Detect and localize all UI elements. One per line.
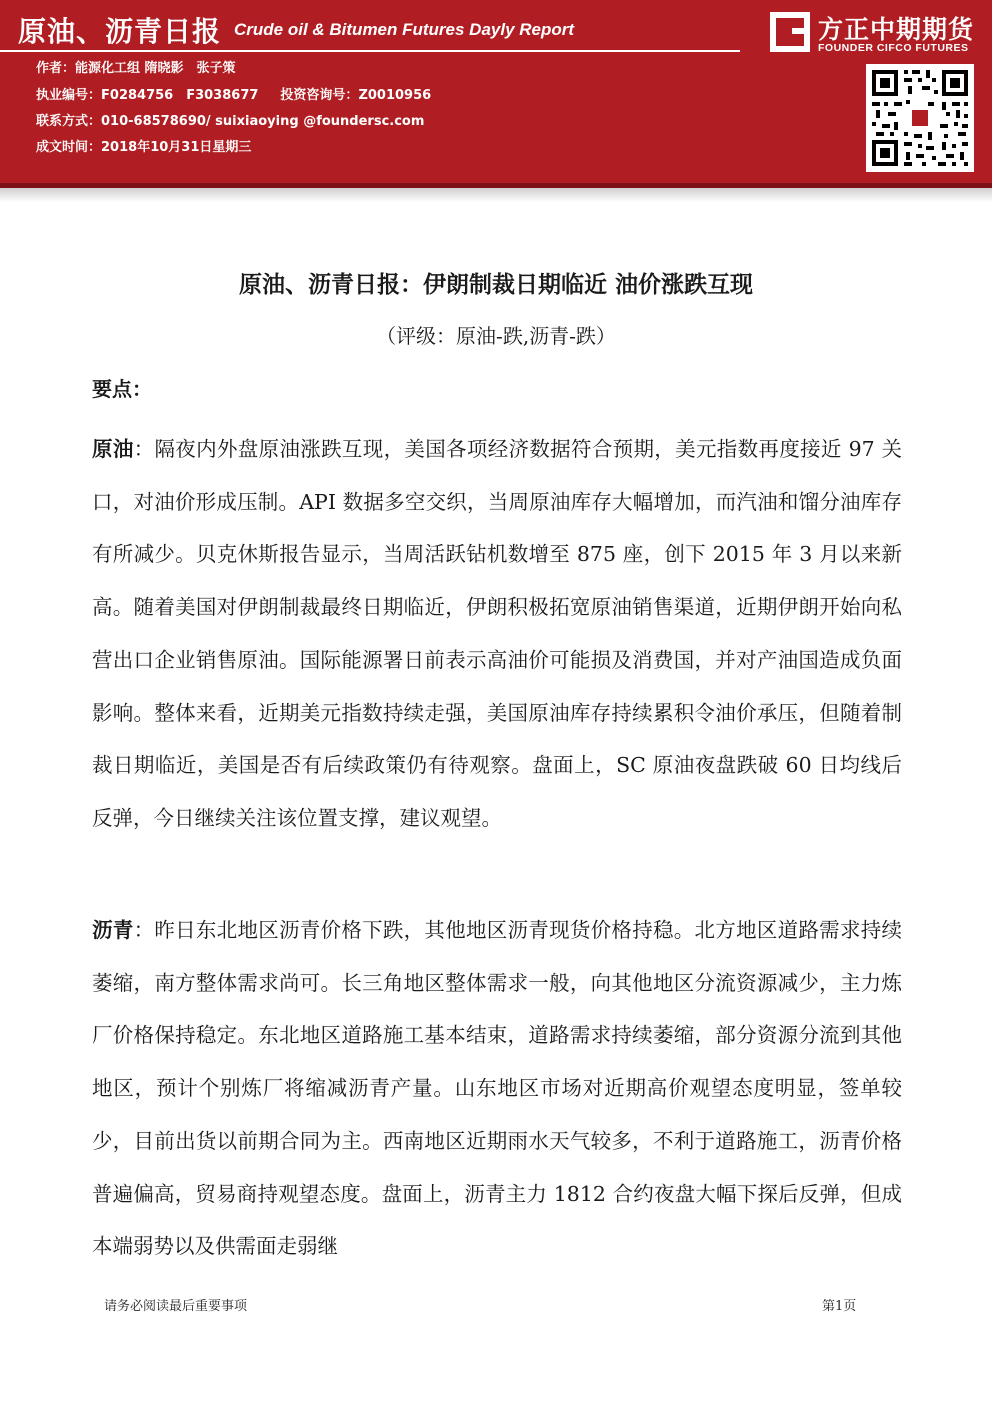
contact-value: 010-68578690/ suixiaoying @foundersc.com bbox=[101, 114, 425, 129]
rating-line: （评级：原油-跌,沥青-跌） bbox=[376, 324, 616, 348]
license-label: 执业编号： bbox=[36, 88, 102, 103]
founder-logo-icon bbox=[770, 12, 810, 52]
keypoints-heading: 要点： bbox=[92, 377, 152, 401]
page-number: 第1页 bbox=[822, 1299, 857, 1314]
consult-label: 投资咨询号： bbox=[280, 88, 359, 103]
title-underline bbox=[0, 50, 740, 52]
date-label: 成文时间： bbox=[36, 140, 102, 155]
report-header bbox=[0, 0, 992, 183]
company-logo bbox=[770, 10, 985, 56]
header-shadow bbox=[0, 188, 992, 202]
author-line bbox=[36, 57, 236, 76]
report-title-cn: 原油、沥青日报 bbox=[18, 15, 222, 48]
report-title-en: Crude oil & Bitumen Futures Dayly Report bbox=[234, 20, 575, 39]
author-value: 能源化工组 隋晓影 张子策 bbox=[75, 61, 236, 76]
consult-value: Z0010956 bbox=[358, 88, 432, 103]
logo-name-en: FOUNDER CIFCO FUTURES bbox=[818, 42, 969, 54]
bitumen-paragraph bbox=[92, 904, 902, 1273]
crude-oil-lead: 原油 bbox=[92, 437, 134, 461]
date-line bbox=[36, 136, 251, 155]
author-label: 作者： bbox=[36, 61, 76, 76]
logo-name-cn: 方正中期期货 bbox=[818, 15, 975, 44]
contact-line bbox=[36, 110, 424, 129]
bitumen-lead: 沥青 bbox=[92, 918, 134, 942]
qr-code-icon bbox=[866, 64, 974, 172]
license-line bbox=[36, 84, 431, 103]
crude-oil-paragraph bbox=[92, 423, 902, 845]
document-title: 原油、沥青日报：伊朗制裁日期临近 油价涨跌互现 bbox=[238, 272, 753, 298]
contact-label: 联系方式： bbox=[36, 114, 102, 129]
crude-oil-text: ：隔夜内外盘原油涨跌互现，美国各项经济数据符合预期，美元指数再度接近 97 关口，对油价形成压制。API 数据多空交织，当周原油库存大幅增加，而汽油和馏分油库存有所减少。贝克休斯报告显示，当周活跃钻机数增至 875 座，创下 2015 年 3 月以来新高。随着美国对伊朗制裁最终日期临近，伊朗积极拓宽原油销售渠道，近期伊朗开始向私营出口企业销售原油。国际能源署日前表示高油价可能损及消费国，并对产油国造成负面影响。整体来看，近期美元指数持续走强，美国原油库存持续累积令油价承压，但随着制裁日期临近，美国是否有后续政策仍有待观察。盘面上，SC 原油夜盘跌破 60 日均线后反弹，今日继续关注该位置支撑，建议观望。 bbox=[92, 437, 902, 830]
license-value: F0284756 F3038677 bbox=[101, 88, 259, 103]
date-value: 2018年10月31日星期三 bbox=[101, 140, 252, 155]
footer-disclaimer-note: 请务必阅读最后重要事项 bbox=[104, 1299, 248, 1314]
bitumen-text: ：昨日东北地区沥青价格下跌，其他地区沥青现货价格持稳。北方地区道路需求持续萎缩，南方整体需求尚可。长三角地区整体需求一般，向其他地区分流资源减少，主力炼厂价格保持稳定。东北地区道路施工基本结束，道路需求持续萎缩，部分资源分流到其他地区，预计个别炼厂将缩减沥青产量。山东地区市场对近期高价观望态度明显，签单较少，目前出货以前期合同为主。西南地区近期雨水天气较多，不利于道路施工，沥青价格普遍偏高，贸易商持观望态度。盘面上，沥青主力 1812 合约夜盘大幅下探后反弹，但成本端弱势以及供需面走弱继 bbox=[92, 918, 903, 1259]
